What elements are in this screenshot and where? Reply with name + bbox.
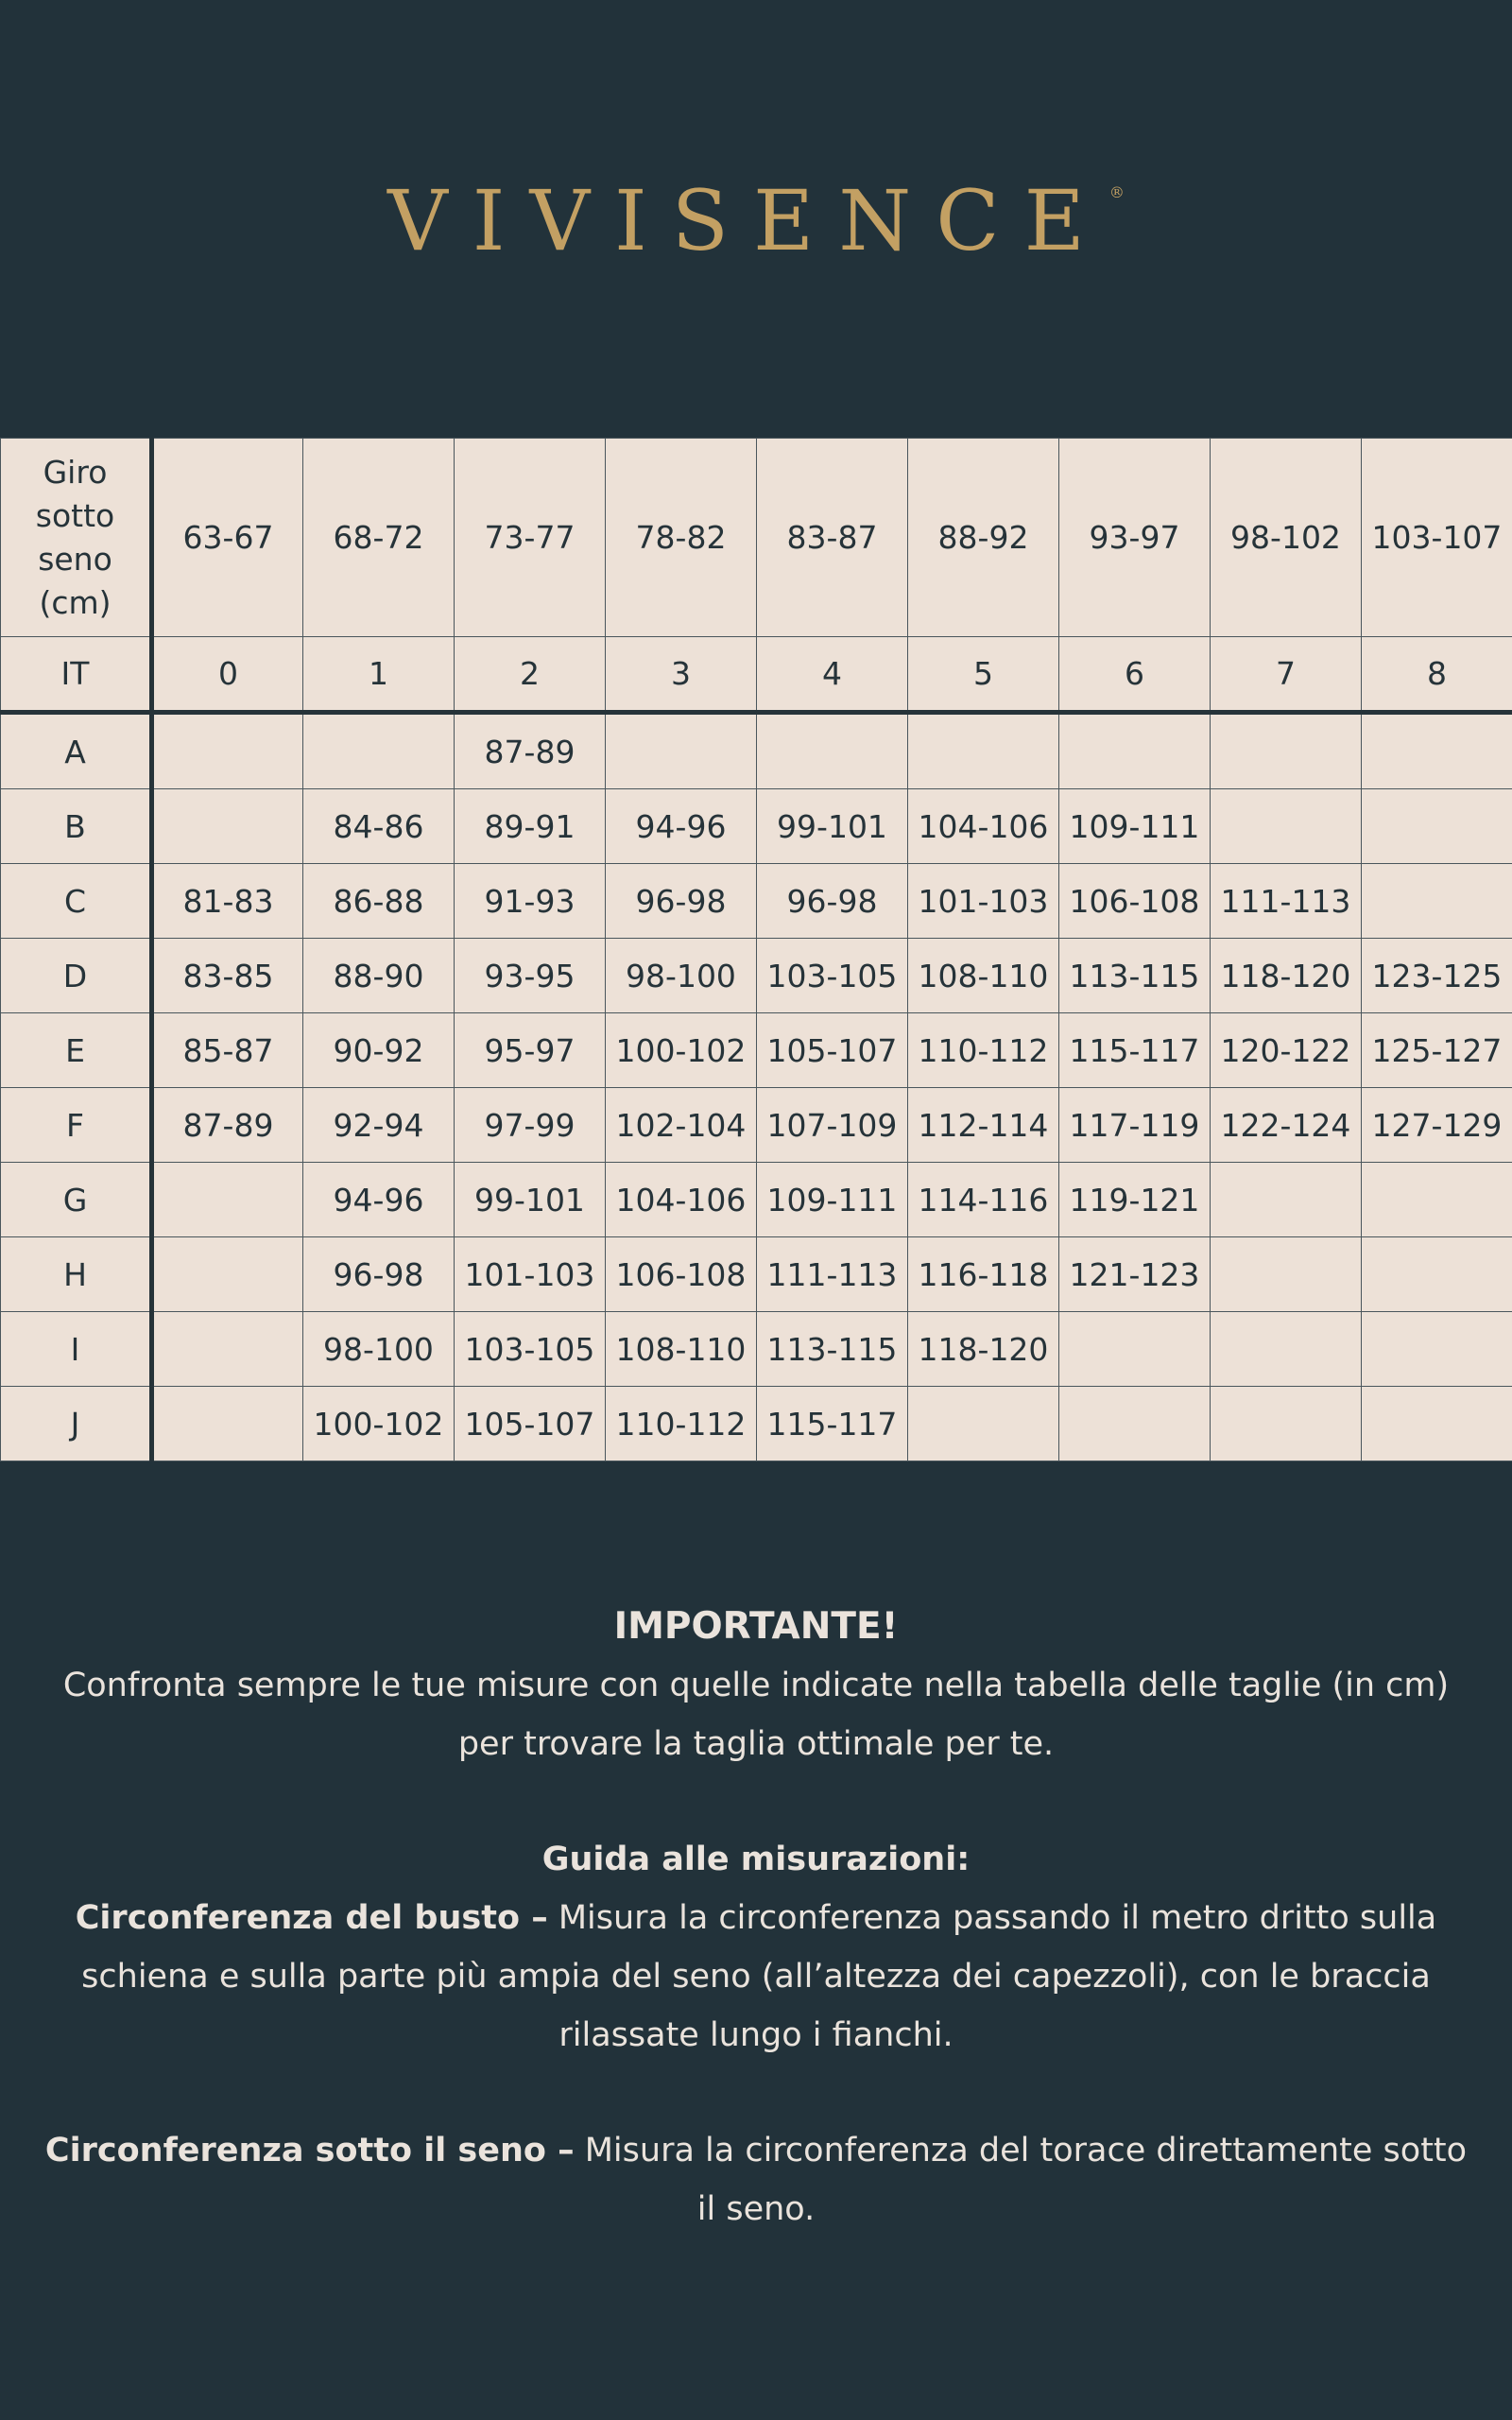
cup-row — [1, 864, 1512, 939]
bust-range-cell: 115-117 — [1059, 1013, 1211, 1088]
cup-row — [1, 1237, 1512, 1312]
bust-range-cell: 89-91 — [455, 789, 606, 864]
bust-range-cell: 85-87 — [152, 1013, 303, 1088]
bust-range-cell: 113-115 — [757, 1312, 908, 1387]
bust-range-cell: 91-93 — [455, 864, 606, 939]
bust-range-cell — [152, 1312, 303, 1387]
bust-range-cell: 105-107 — [757, 1013, 908, 1088]
bust-range-cell — [152, 1387, 303, 1461]
cup-label: H — [1, 1237, 152, 1312]
bust-range-cell: 123-125 — [1362, 939, 1512, 1013]
bust-range-cell: 106-108 — [1059, 864, 1211, 939]
bust-range-cell — [152, 789, 303, 864]
bust-range-cell — [1211, 1237, 1362, 1312]
it-size-row — [1, 637, 1512, 713]
bust-range-cell — [1059, 1312, 1211, 1387]
bust-range-cell: 108-110 — [606, 1312, 757, 1387]
bust-range-cell: 103-105 — [757, 939, 908, 1013]
bust-range-cell: 102-104 — [606, 1088, 757, 1163]
bust-range-cell: 99-101 — [455, 1163, 606, 1237]
bust-range-cell: 109-111 — [757, 1163, 908, 1237]
brand-name: VIVISENCE — [387, 172, 1109, 269]
bust-range-cell: 105-107 — [455, 1387, 606, 1461]
bust-range-cell — [908, 713, 1059, 789]
cup-label: I — [1, 1312, 152, 1387]
bust-range-cell — [1362, 1163, 1512, 1237]
bust-range-cell: 96-98 — [757, 864, 908, 939]
bust-range-cell — [1362, 789, 1512, 864]
bust-range-cell: 88-90 — [303, 939, 455, 1013]
it-size-cell: 7 — [1211, 637, 1362, 713]
bust-range-cell: 127-129 — [1362, 1088, 1512, 1163]
size-table-body — [1, 439, 1512, 1461]
it-size-cell: 6 — [1059, 637, 1211, 713]
bust-text: Misura la circonferenza passando il metro dritto sulla schiena e sulla parte più ampia del seno (all’altezza dei capezzoli), con le braccia rilassate lungo i fianchi. — [81, 1899, 1437, 2054]
bust-range-cell — [1211, 1163, 1362, 1237]
cup-row — [1, 789, 1512, 864]
bust-range-cell: 118-120 — [1211, 939, 1362, 1013]
bust-range-cell: 111-113 — [757, 1237, 908, 1312]
cup-row — [1, 1088, 1512, 1163]
underbust-header-label: Giro sotto seno (cm) — [1, 439, 152, 637]
bust-range-cell: 122-124 — [1211, 1088, 1362, 1163]
cup-row — [1, 1013, 1512, 1088]
important-title: IMPORTANTE! — [613, 1605, 899, 1648]
bust-range-cell: 109-111 — [1059, 789, 1211, 864]
bust-range-cell: 100-102 — [606, 1013, 757, 1088]
bust-range-cell: 96-98 — [303, 1237, 455, 1312]
bust-range-cell: 86-88 — [303, 864, 455, 939]
cup-label: B — [1, 789, 152, 864]
it-size-cell: 8 — [1362, 637, 1512, 713]
bust-range-cell — [1211, 713, 1362, 789]
cup-label: C — [1, 864, 152, 939]
bust-range-cell: 98-100 — [606, 939, 757, 1013]
bust-range-cell: 87-89 — [455, 713, 606, 789]
bust-range-cell — [1059, 713, 1211, 789]
it-size-cell: 2 — [455, 637, 606, 713]
underbust-header-row — [1, 439, 1512, 637]
it-size-cell: 0 — [152, 637, 303, 713]
cup-label: D — [1, 939, 152, 1013]
bust-range-cell: 104-106 — [606, 1163, 757, 1237]
underbust-range-cell: 98-102 — [1211, 439, 1362, 637]
bust-range-cell: 93-95 — [455, 939, 606, 1013]
underbust-range-cell: 88-92 — [908, 439, 1059, 637]
bust-range-cell — [1211, 789, 1362, 864]
bust-range-cell — [1059, 1387, 1211, 1461]
underbust-range-cell: 103-107 — [1362, 439, 1512, 637]
cup-label: F — [1, 1088, 152, 1163]
it-label: IT — [1, 637, 152, 713]
bust-range-cell: 104-106 — [908, 789, 1059, 864]
bust-range-cell: 111-113 — [1211, 864, 1362, 939]
bust-range-cell: 101-103 — [908, 864, 1059, 939]
bust-range-cell — [757, 713, 908, 789]
bust-range-cell: 116-118 — [908, 1237, 1059, 1312]
it-size-cell: 3 — [606, 637, 757, 713]
underbust-range-cell: 73-77 — [455, 439, 606, 637]
underbust-label: Circonferenza sotto il seno – — [44, 2132, 575, 2169]
bust-label: Circonferenza del busto – — [75, 1899, 548, 1937]
bust-range-cell: 92-94 — [303, 1088, 455, 1163]
underbust-range-cell: 93-97 — [1059, 439, 1211, 637]
cup-row — [1, 1387, 1512, 1461]
bust-range-cell: 114-116 — [908, 1163, 1059, 1237]
info-section — [38, 1598, 1474, 2238]
bust-range-cell: 84-86 — [303, 789, 455, 864]
size-table — [0, 438, 1512, 1461]
bust-range-cell: 121-123 — [1059, 1237, 1211, 1312]
brand-logo — [0, 172, 1512, 269]
cup-row — [1, 1163, 1512, 1237]
bust-range-cell — [1211, 1312, 1362, 1387]
bust-range-cell: 106-108 — [606, 1237, 757, 1312]
bust-range-cell: 115-117 — [757, 1387, 908, 1461]
bust-range-cell: 87-89 — [152, 1088, 303, 1163]
it-size-cell: 5 — [908, 637, 1059, 713]
bust-range-cell: 118-120 — [908, 1312, 1059, 1387]
bust-range-cell: 112-114 — [908, 1088, 1059, 1163]
important-note: Confronta sempre le tue misure con quelle indicate nella tabella delle taglie (in cm) per trovare la taglia ottimale per te. — [62, 1667, 1450, 1763]
cup-row — [1, 939, 1512, 1013]
bust-guide — [38, 1889, 1474, 2065]
cup-row — [1, 1312, 1512, 1387]
bust-range-cell: 103-105 — [455, 1312, 606, 1387]
bust-range-cell: 119-121 — [1059, 1163, 1211, 1237]
registered-mark: ® — [1108, 183, 1125, 201]
bust-range-cell: 120-122 — [1211, 1013, 1362, 1088]
bust-range-cell: 94-96 — [303, 1163, 455, 1237]
it-size-cell: 1 — [303, 637, 455, 713]
underbust-guide — [38, 2121, 1474, 2238]
bust-range-cell — [152, 1237, 303, 1312]
underbust-range-cell: 68-72 — [303, 439, 455, 637]
bust-range-cell: 83-85 — [152, 939, 303, 1013]
bust-range-cell — [1211, 1387, 1362, 1461]
bust-range-cell — [1362, 1237, 1512, 1312]
bust-range-cell: 94-96 — [606, 789, 757, 864]
guide-title: Guida alle misurazioni: — [541, 1841, 971, 1878]
bust-range-cell — [908, 1387, 1059, 1461]
bust-range-cell: 100-102 — [303, 1387, 455, 1461]
bust-range-cell: 117-119 — [1059, 1088, 1211, 1163]
bust-range-cell — [1362, 713, 1512, 789]
underbust-range-cell: 63-67 — [152, 439, 303, 637]
bust-range-cell: 108-110 — [908, 939, 1059, 1013]
cup-label: A — [1, 713, 152, 789]
underbust-text: Misura la circonferenza del torace direttamente sotto il seno. — [574, 2132, 1468, 2228]
bust-range-cell — [1362, 1312, 1512, 1387]
bust-range-cell — [1362, 864, 1512, 939]
bust-range-cell — [152, 713, 303, 789]
bust-range-cell: 81-83 — [152, 864, 303, 939]
it-size-cell: 4 — [757, 637, 908, 713]
underbust-range-cell: 83-87 — [757, 439, 908, 637]
bust-range-cell — [152, 1163, 303, 1237]
bust-range-cell: 97-99 — [455, 1088, 606, 1163]
bust-range-cell: 107-109 — [757, 1088, 908, 1163]
cup-label: E — [1, 1013, 152, 1088]
bust-range-cell: 98-100 — [303, 1312, 455, 1387]
bust-range-cell: 99-101 — [757, 789, 908, 864]
bust-range-cell — [303, 713, 455, 789]
bust-range-cell: 96-98 — [606, 864, 757, 939]
bust-range-cell: 95-97 — [455, 1013, 606, 1088]
cup-label: G — [1, 1163, 152, 1237]
bust-range-cell: 90-92 — [303, 1013, 455, 1088]
bust-range-cell: 110-112 — [606, 1387, 757, 1461]
bust-range-cell — [1362, 1387, 1512, 1461]
bust-range-cell: 125-127 — [1362, 1013, 1512, 1088]
cup-row — [1, 713, 1512, 789]
bust-range-cell: 113-115 — [1059, 939, 1211, 1013]
bust-range-cell — [606, 713, 757, 789]
bust-range-cell: 101-103 — [455, 1237, 606, 1312]
cup-label: J — [1, 1387, 152, 1461]
underbust-range-cell: 78-82 — [606, 439, 757, 637]
bust-range-cell: 110-112 — [908, 1013, 1059, 1088]
